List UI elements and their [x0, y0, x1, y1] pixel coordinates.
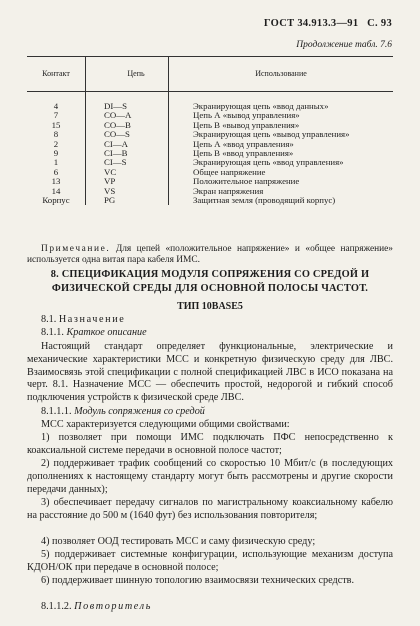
clause-8-1-1-1-heading — [27, 406, 393, 419]
contact-cell: 4 — [53, 101, 59, 111]
usage-cell: Экранирующая цепь «вывод управления» — [169, 130, 394, 139]
properties-intro: МСС характеризуется следующими общими свойствами: — [41, 419, 290, 430]
contact-cell: 1 — [53, 157, 59, 168]
clause-number: 8.1.1. — [41, 327, 64, 338]
clause-number: 8.1.1.1. — [41, 406, 72, 417]
usage-cell: Цепь В «ввод управления» — [169, 149, 394, 158]
contact-cell: 8 — [53, 129, 59, 140]
clause-number: 8.1.1.2. — [41, 601, 72, 612]
page-header — [264, 18, 392, 29]
usage-cell: Цепь В «вывод управления» — [169, 121, 394, 130]
contact-cell: Корпус — [42, 195, 70, 206]
contact-cell: 7 — [53, 110, 59, 121]
column-header-usage: Использование — [169, 57, 394, 92]
circuit-cell: CO—S — [86, 130, 169, 139]
clause-number: 8.1. — [41, 314, 57, 325]
column-header-contact: Контакт — [27, 57, 86, 92]
contact-cell: 13 — [51, 176, 61, 187]
clause-8-1-1-heading — [27, 327, 393, 340]
table-row — [27, 196, 393, 205]
table-continuation-label: Продолжение табл. 7.6 — [296, 40, 392, 50]
list-item: 4) позволяет ООД тестировать МСС и саму физическую среду; — [41, 536, 316, 547]
type-title: ТИП 10BASE5 — [177, 301, 243, 312]
list-item: 6) поддерживает шинную топологию взаимосвязи технических средств. — [41, 575, 355, 586]
paragraph-description: Настоящий стандарт определяет функциональные, электрические и механические характеристики МСС и конкретную физическую среду для ЛВС. Взаимосвязь этой спецификации с полной спецификацией ЛВС в ИСО показана на черт. 8.1. Назначение МСС — обеспечить простой, недорогой и гибкий способ подключения устройств к физической среде ЛВС. — [27, 341, 393, 404]
list-item: 1) позволяет при помощи ИМС подключать ПФС непосредственно к коаксиальной системе передачи в основной полосе частот; — [27, 432, 393, 456]
clause-8-1-heading — [27, 314, 393, 327]
circuit-cell: CO—A — [86, 111, 169, 120]
circuit-cell: VC — [86, 168, 169, 177]
circuit-cell: DI—S — [86, 92, 169, 112]
circuit-cell: VP — [86, 177, 169, 186]
column-header-circuit: Цепь — [86, 57, 169, 92]
table-note — [27, 244, 393, 266]
usage-cell: Цепь А «вывод управления» — [169, 111, 394, 120]
note-label: Примечание. — [41, 244, 111, 254]
contact-cell: 15 — [51, 119, 61, 130]
list-item: 3) обеспечивает передачу сигналов по магистральному коаксиальному кабелю на расстояние до 500 м (1640 фут) без использования повторителя; — [27, 497, 393, 521]
circuit-cell: VS — [86, 187, 169, 196]
usage-cell: Экранирующая цепь «ввод данных» — [169, 92, 394, 112]
contact-cell: 6 — [53, 166, 59, 177]
clause-title: Модуль сопряжения со средой — [74, 406, 205, 417]
usage-cell: Общее напряжение — [169, 168, 394, 177]
usage-cell: Цепь А «ввод управления» — [169, 140, 394, 149]
standard-code: ГОСТ 34.913.3—91 — [263, 18, 359, 29]
contact-cell: 2 — [53, 138, 59, 149]
usage-cell: Защитная земля (проводящий корпус) — [169, 196, 394, 205]
contact-cell: 14 — [51, 185, 61, 196]
note-text: Для цепей «положительное напряжение» и «общее напряжение» используется одна витая пара кабеля ИМС. — [27, 244, 393, 265]
list-item: 2) поддерживает трафик сообщений со скоростью 10 Мбит/с (в последующих дополнениях к настоящему стандарту могут быть рассмотрены и другие скорости передачи данных); — [27, 458, 393, 495]
page-number: С. 93 — [367, 18, 392, 29]
circuit-cell: CI—B — [86, 149, 169, 158]
list-item: 5) поддерживает системные конфигурации, использующие механизм доступа КДОН/ОК при передаче в основной полосе; — [27, 549, 393, 573]
circuit-cell: CI—A — [86, 140, 169, 149]
contact-cell: 9 — [53, 148, 59, 159]
section-title: 8. СПЕЦИФИКАЦИЯ МОДУЛЯ СОПРЯЖЕНИЯ СО СРЕДОЙ И ФИЗИЧЕСКОЙ СРЕДЫ ДЛЯ ОСНОВНОЙ ПОЛОСЫ ЧАСТОТ. — [50, 269, 370, 294]
clause-title: Краткое описание — [66, 327, 147, 338]
table-row — [27, 92, 393, 112]
usage-cell: Экран напряжения — [169, 187, 394, 196]
contact-table — [27, 56, 393, 205]
circuit-cell: PG — [86, 196, 169, 205]
clause-title: Повторитель — [74, 601, 152, 612]
circuit-cell: CO—B — [86, 121, 169, 130]
usage-cell: Экранирующая цепь «ввод управления» — [169, 158, 394, 167]
clause-title: Назначение — [58, 314, 126, 325]
circuit-cell: CI—S — [86, 158, 169, 167]
table-header-row — [27, 57, 393, 92]
clause-8-1-1-2-heading — [27, 601, 393, 614]
usage-cell: Положительное напряжение — [169, 177, 394, 186]
